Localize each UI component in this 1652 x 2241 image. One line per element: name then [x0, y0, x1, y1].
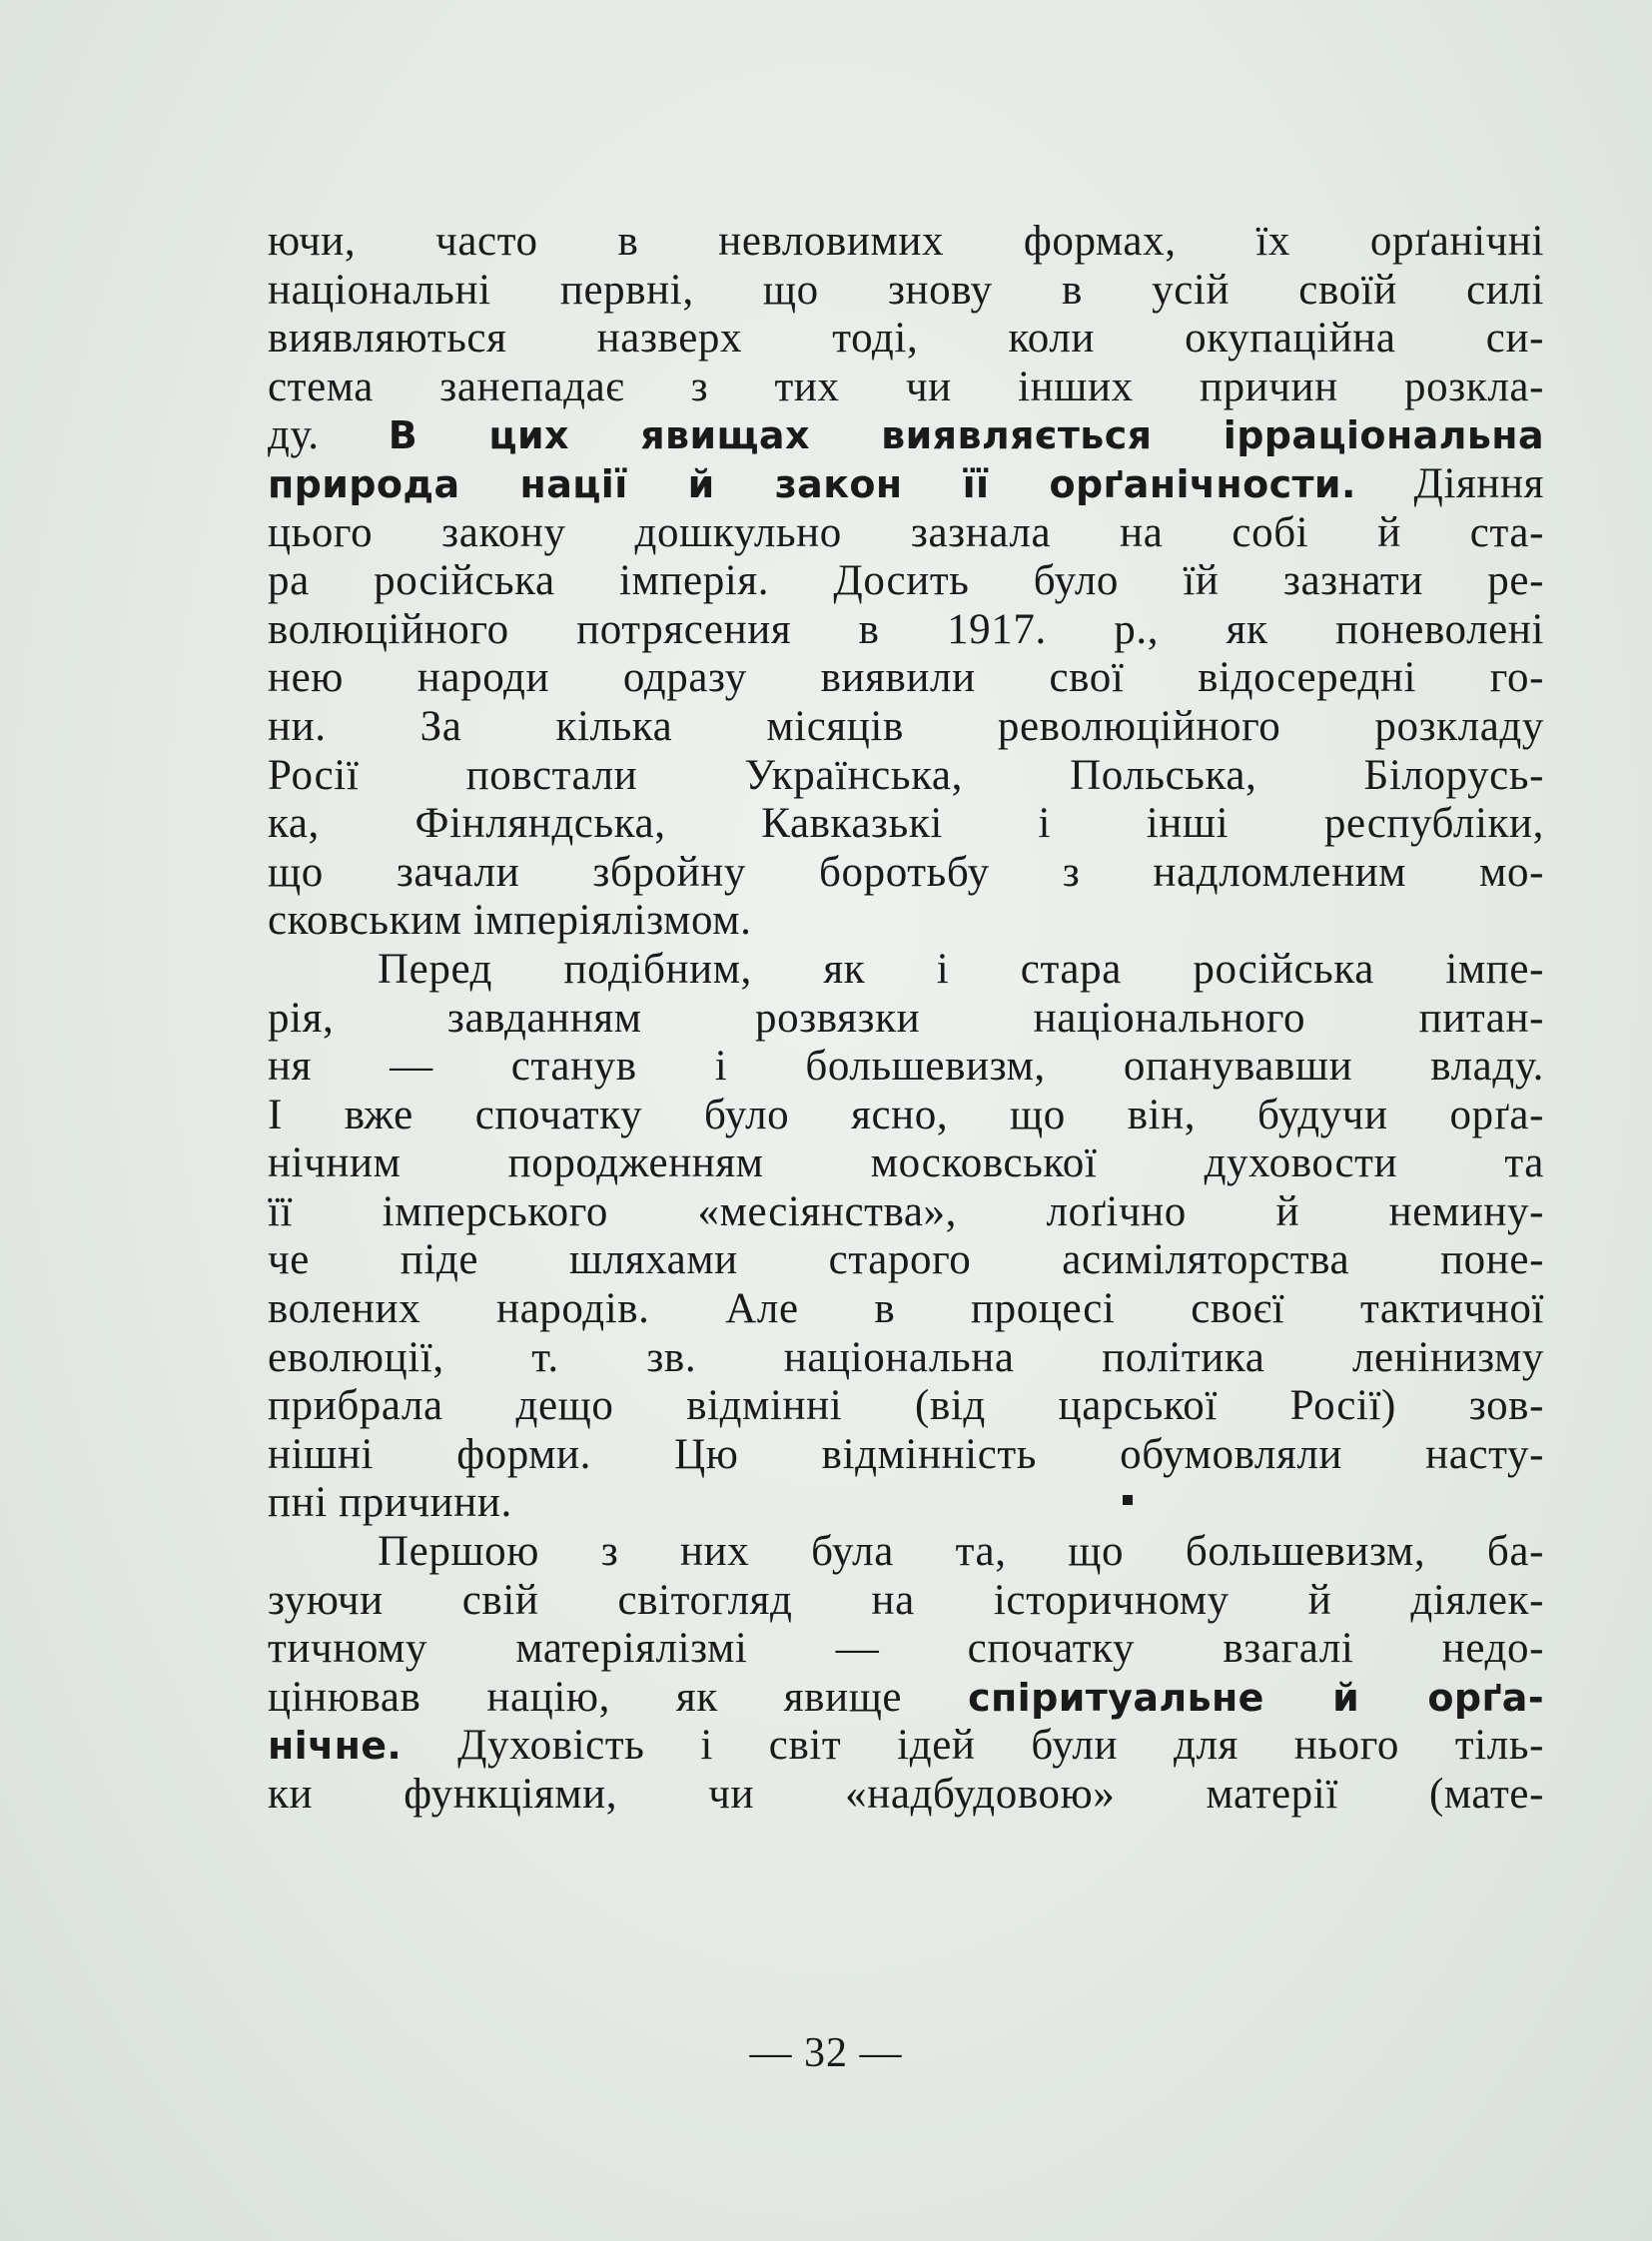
bold-emphasis: В цих явищах виявляється ірраціональна [388, 413, 1544, 458]
text-line: природа нації й закон її орґанічности. Діяння [268, 459, 1544, 507]
text-line: еволюції, т. зв. національна політика ленінизму [268, 1333, 1544, 1381]
text-line: че піде шляхами старого асиміляторства поне- [268, 1236, 1544, 1284]
bold-emphasis: нічне. [268, 1724, 403, 1769]
text-line: волених народів. Але в процесі своєї тактичної [268, 1285, 1544, 1333]
text-line: нішні форми. Цю відмінність обумовляли насту- [268, 1430, 1544, 1478]
text-line: її імперського «месіянства», лоґічно й немину- [268, 1187, 1544, 1235]
main-text [268, 218, 1544, 1820]
text-line: нічне. Духовість і світ ідей були для нього тіль- [268, 1722, 1544, 1770]
text-line: нічним породженням московської духовости та [268, 1139, 1544, 1187]
text-line: цінював націю, як явище спіритуальне й орґа- [268, 1673, 1544, 1721]
text-line: виявляються назверх тоді, коли окупаційна си- [268, 315, 1544, 363]
text-line: ня — станув і большевизм, опанувавши владу. [268, 1043, 1544, 1091]
text-line: Росії повстали Українська, Польська, Білорусь- [268, 751, 1544, 799]
paragraph-end-line: пні причини. [268, 1479, 512, 1527]
bold-emphasis: спіритуальне й орґа- [968, 1675, 1544, 1720]
paragraph-start-line: Перед подібним, як і стара російська імпе- [378, 945, 1544, 993]
text-line: І вже спочатку було ясно, що він, будучи орґа- [268, 1091, 1544, 1138]
ink-speck [1123, 1495, 1133, 1505]
text-line: що зачали збройну боротьбу з надломленим мо- [268, 848, 1544, 896]
text-line: рія, завданням розвязки національного питан- [268, 994, 1544, 1042]
paragraph-end-line: сковським імперіялізмом. [268, 897, 752, 945]
text-line: національні первні, що знову в усій своїй силі [268, 266, 1544, 314]
text-line: ду. В цих явищах виявляється ірраціональна [268, 411, 1544, 459]
text-line: цього закону дошкульно зазнала на собі й ста- [268, 508, 1544, 556]
text-line: ра російська імперія. Досить було їй зазнати ре- [268, 557, 1544, 605]
text-line: тичному матеріялізмі — спочатку взагалі недо- [268, 1625, 1544, 1673]
bold-emphasis: природа нації й закон її орґанічности. [268, 461, 1356, 506]
text-line: зуючи свій світогляд на історичному й діялек- [268, 1576, 1544, 1624]
text-line: волюційного потрясения в 1917. р., як поневолені [268, 605, 1544, 653]
paragraph-start-line: Першою з них була та, що большевизм, ба- [378, 1528, 1544, 1576]
page-number: — 32 — [749, 2030, 903, 2076]
text-line: прибрала дещо відмінні (від царської Росії) зов- [268, 1382, 1544, 1430]
text-line: ючи, часто в невловимих формах, їх орґанічні [268, 218, 1544, 265]
text-line: стема занепадає з тих чи інших причин розкла- [268, 363, 1544, 410]
text-line: ни. За кілька місяців революційного розкладу [268, 702, 1544, 750]
text-line: ка, Фінляндська, Кавказькі і інші республіки, [268, 800, 1544, 848]
text-line: нею народи одразу виявили свої відосередні го- [268, 654, 1544, 702]
text-line: ки функціями, чи «надбудовою» матерії (мате- [268, 1771, 1544, 1818]
